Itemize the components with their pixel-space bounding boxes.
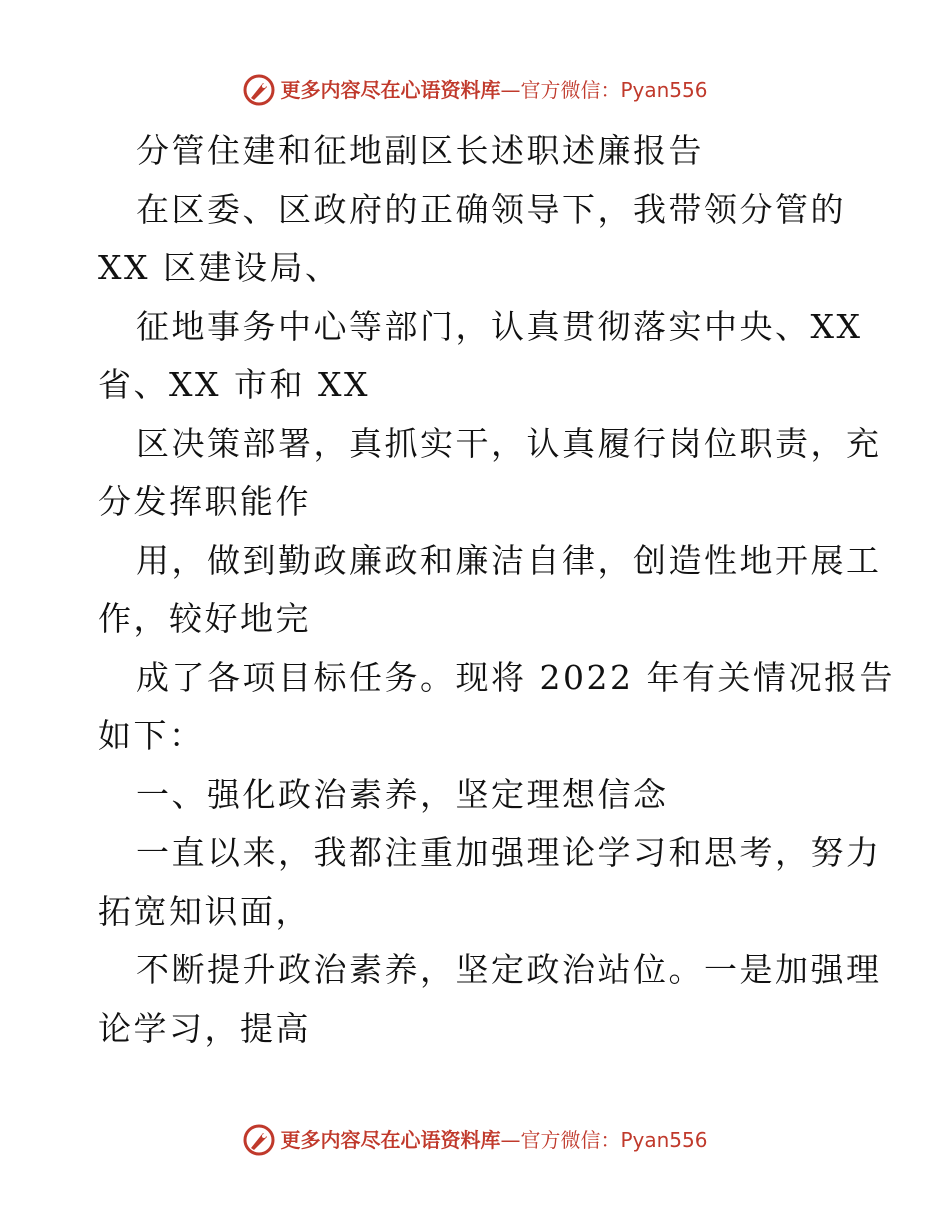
paragraph-line: 如下： <box>98 716 205 755</box>
footer-text <box>280 1123 707 1157</box>
paragraph-line: 作，较好地完 <box>98 599 311 638</box>
paragraph-line: 省、XX 市和 XX <box>98 365 370 404</box>
header-brand: 更多内容尽在心语资料库 <box>280 78 501 102</box>
document-body <box>98 122 895 1058</box>
paragraph-line: 征地事务中心等部门，认真贯彻落实中央、XX <box>136 306 863 346</box>
footer-brand: 更多内容尽在心语资料库 <box>280 1128 501 1152</box>
paragraph-line: 成了各项目标任务。现将 2022 年有关情况报告 <box>136 657 895 697</box>
pen-nib-logo-icon <box>242 73 276 107</box>
paragraph-line: 区决策部署，真抓实干，认真履行岗位职责，充 <box>136 423 882 463</box>
paragraph-line: 拓宽知识面， <box>98 891 311 931</box>
paragraph-line: XX 区建设局、 <box>98 248 341 287</box>
document-title: 分管住建和征地副区长述职述廉报告 <box>136 131 704 170</box>
header-contact: —官方微信：Pyan556 <box>500 78 708 102</box>
paragraph-line: 论学习，提高 <box>98 1008 311 1048</box>
pen-nib-logo-icon <box>242 1123 276 1157</box>
paragraph-line: 在区委、区政府的正确领导下，我带领分管的 <box>136 189 846 229</box>
paragraph-line: 分发挥职能作 <box>98 482 311 521</box>
header-text <box>280 73 707 107</box>
footer-banner <box>0 1120 950 1160</box>
paragraph-line: 用，做到勤政廉政和廉洁自律，创造性地开展工 <box>136 540 882 580</box>
footer-contact: —官方微信：Pyan556 <box>500 1128 708 1152</box>
paragraph-line: 一直以来，我都注重加强理论学习和思考，努力 <box>136 833 882 872</box>
section-heading: 一、强化政治素养，坚定理想信念 <box>136 774 669 814</box>
paragraph-line: 不断提升政治素养，坚定政治站位。一是加强理 <box>136 950 882 989</box>
header-banner <box>0 70 950 110</box>
